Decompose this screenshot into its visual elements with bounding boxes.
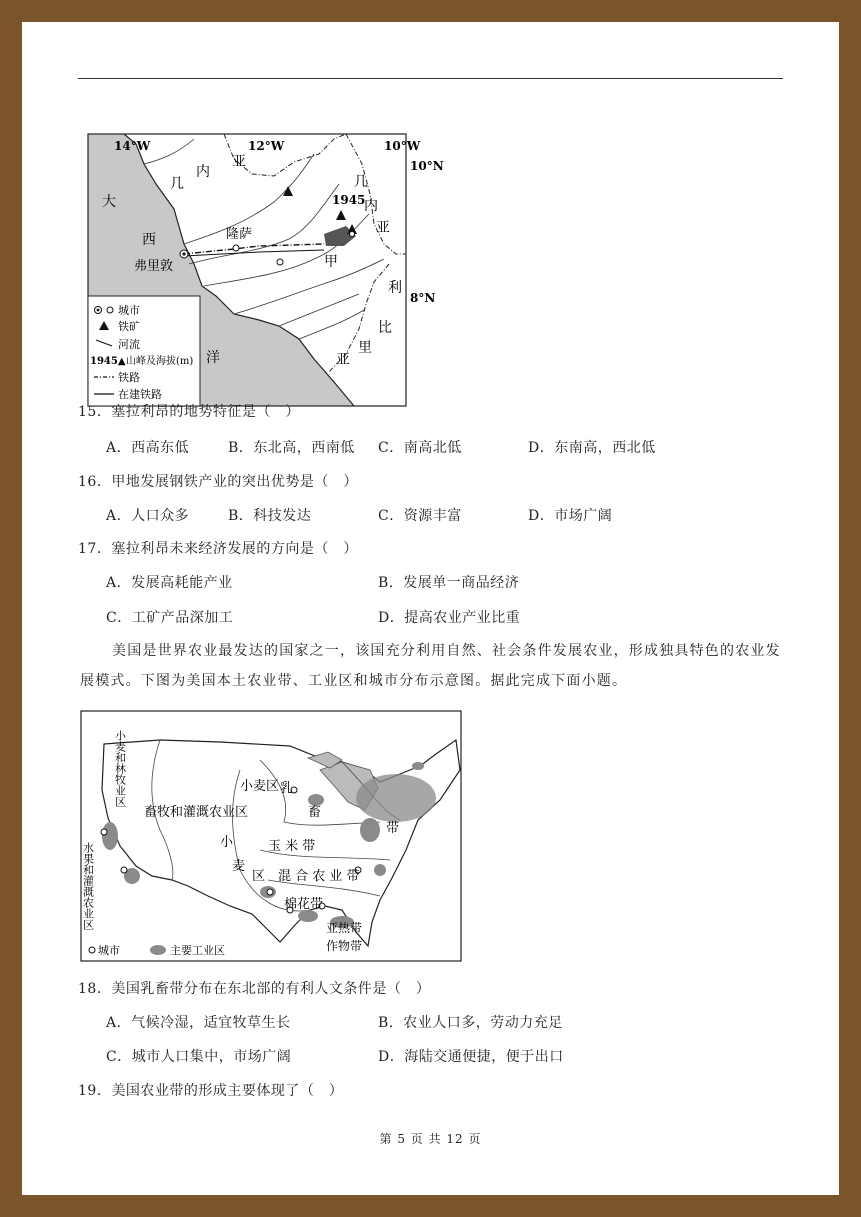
q16-option-a[interactable]: A．人口众多 xyxy=(106,508,190,524)
place-char: 大 xyxy=(102,194,116,210)
question-19-stem: 19．美国农业带的形成主要体现了（ ） xyxy=(78,1083,344,1099)
q18-option-a[interactable]: A．气候冷湿，适宜牧草生长 xyxy=(106,1015,291,1031)
lon-label-10w: 10°W xyxy=(384,139,421,153)
q17-option-b[interactable]: B．发展单一商品经济 xyxy=(378,575,520,591)
legend-city-usa: 城市 xyxy=(98,944,120,957)
place-char: 里 xyxy=(358,340,372,356)
legend-peak: 山峰及海拔(m) xyxy=(126,356,194,367)
label-wheat2-c: 区 xyxy=(252,869,266,884)
label-wheat-forest: 小麦和林牧业区 xyxy=(113,730,127,807)
label-cotton: 棉花带 xyxy=(284,897,324,912)
legend-industry-usa: 主要工业区 xyxy=(170,944,225,957)
label-ranch-text: 畜牧和灌溉农业区 xyxy=(144,805,249,820)
q16-option-d[interactable]: D．市场广阔 xyxy=(528,508,613,524)
place-char: 亚 xyxy=(376,220,390,236)
label-dairy-c: 带 xyxy=(386,821,400,836)
peak-elevation: 1945 xyxy=(332,193,366,207)
place-char: 亚 xyxy=(232,154,246,170)
q18-option-c[interactable]: C．城市人口集中，市场广阔 xyxy=(106,1049,292,1065)
place-char: 亚 xyxy=(336,352,350,368)
place-char: 几 xyxy=(170,176,184,192)
q17-option-d[interactable]: D．提高农业产业比重 xyxy=(378,610,521,626)
place-char: 比 xyxy=(378,320,392,336)
q15-option-b[interactable]: B．东北高，西南低 xyxy=(228,440,355,456)
lat-label-10n: 10°N xyxy=(410,159,444,173)
label-subtropic-b: 作物带 xyxy=(326,939,363,953)
lon-label-14w: 14°W xyxy=(114,139,151,153)
place-char: 西 xyxy=(142,232,156,248)
question-16-stem: 16．甲地发展钢铁产业的突出优势是（ ） xyxy=(78,474,358,490)
place-char: 利 xyxy=(388,280,402,296)
q17-option-a[interactable]: A．发展高耗能产业 xyxy=(106,575,233,591)
q15-option-c[interactable]: C．南高北低 xyxy=(378,440,462,456)
legend-railway-construction: 在建铁路 xyxy=(118,388,162,401)
usa-agriculture-map xyxy=(80,710,462,962)
question-18-stem: 18．美国乳畜带分布在东北部的有利人文条件是（ ） xyxy=(78,981,431,997)
exam-page xyxy=(22,22,839,1195)
lon-label-12w: 12°W xyxy=(248,139,285,153)
legend-city: 城市 xyxy=(118,304,140,317)
label-dairy-b: 畜 xyxy=(308,805,322,820)
label-dairy-a: 乳 xyxy=(280,781,294,796)
q16-option-b[interactable]: B．科技发达 xyxy=(228,508,312,524)
q17-option-c[interactable]: C．工矿产品深加工 xyxy=(106,610,234,626)
legend-peak-prefix: 1945▲ xyxy=(90,356,126,367)
lat-label-8n: 8°N xyxy=(410,291,436,305)
place-char: 内 xyxy=(364,198,378,214)
label-wheat2-b: 麦 xyxy=(232,859,246,874)
passage-usa-agriculture: 美国是世界农业最发达的国家之一，该国充分利用自然、社会条件发展农业，形成独具特色的农业发展模式。下图为美国本土农业带、工业区和城市分布示意图。据此完成下面小题。 xyxy=(80,643,781,689)
question-17-stem: 17．塞拉利昂未来经济发展的方向是（ ） xyxy=(78,541,358,557)
label-corn: 玉 米 带 xyxy=(268,839,316,854)
legend-iron: 铁矿 xyxy=(118,320,140,333)
q15-option-d[interactable]: D．东南高，西北低 xyxy=(528,440,656,456)
place-char: 甲 xyxy=(324,254,338,270)
page-footer: 第 5 页 共 12 页 xyxy=(379,1132,482,1146)
label-ranch xyxy=(144,804,248,820)
label-mixed: 混 合 农 业 带 xyxy=(278,869,360,884)
city-label-freetown: 弗里敦 xyxy=(134,259,174,274)
header-rule xyxy=(78,78,783,79)
question-15-stem: 15．塞拉利昂的地势特征是（ ） xyxy=(78,404,300,420)
legend-river: 河流 xyxy=(118,338,140,351)
label-subtropic-a: 亚热带 xyxy=(326,921,363,935)
q16-option-c[interactable]: C．资源丰富 xyxy=(378,508,462,524)
legend-railway: 铁路 xyxy=(118,371,140,384)
label-wheat2-a: 小 xyxy=(220,835,234,850)
place-char: 内 xyxy=(196,164,210,180)
sierra-leone-map xyxy=(84,114,464,414)
label-fruit: 水果和灌溉农业区 xyxy=(81,842,95,930)
city-label-lunsar: 隆萨 xyxy=(226,227,253,242)
place-char: 几 xyxy=(354,174,368,190)
label-wheat1: 小麦区 xyxy=(240,779,280,794)
place-char: 洋 xyxy=(206,350,220,366)
q18-option-d[interactable]: D．海陆交通便捷，便于出口 xyxy=(378,1049,564,1065)
q15-option-a[interactable]: A．西高东低 xyxy=(106,440,190,456)
q18-option-b[interactable]: B．农业人口多，劳动力充足 xyxy=(378,1015,563,1031)
